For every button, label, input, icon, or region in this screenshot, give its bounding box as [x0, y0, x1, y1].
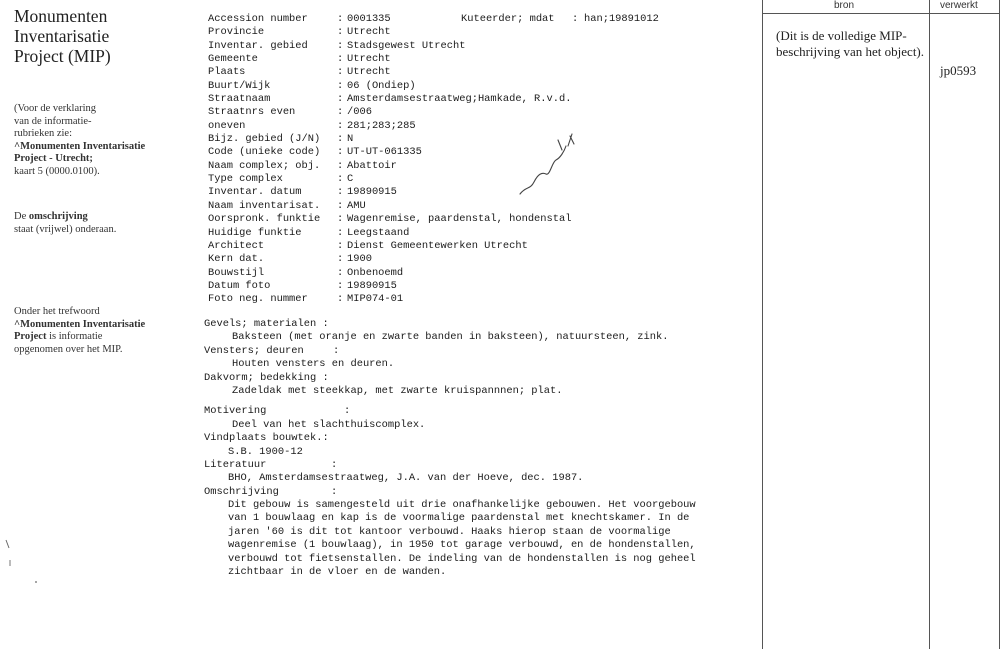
- field-label: Bijz. gebied (J/N): [208, 133, 321, 146]
- field-row: [208, 80, 753, 93]
- field-colon: :: [337, 159, 344, 172]
- note-line: staat (vrijwel) onderaan.: [14, 223, 117, 235]
- field-row: [208, 106, 753, 119]
- field-colon: :: [337, 106, 344, 119]
- field-value: Leegstaand: [347, 226, 410, 239]
- field-value: AMU: [347, 199, 366, 212]
- section-heading: Dakvorm; bedekking :: [204, 371, 329, 384]
- field-row: [208, 267, 753, 280]
- field-value: Amsterdamsestraatweg;Hamkade, R.v.d.: [347, 93, 572, 106]
- field-value: C: [347, 173, 354, 186]
- field-row: [208, 253, 753, 266]
- section-heading-text: Literatuur: [204, 458, 267, 471]
- field-row: [208, 53, 753, 66]
- field-colon: :: [337, 39, 344, 52]
- field-value: N: [347, 133, 354, 146]
- field-colon: :: [337, 253, 344, 266]
- field-label: Accession number: [208, 13, 308, 25]
- section-text: S.B. 1900-12: [228, 445, 303, 458]
- field-row: [208, 146, 753, 159]
- field-value: 06 (Ondiep): [347, 79, 416, 92]
- note-bold: Project: [14, 331, 47, 342]
- field-value: Dienst Gemeentewerken Utrecht: [347, 239, 528, 252]
- table-divider: [929, 0, 930, 649]
- description-line: verbouwd tot fietsenstallen. De indeling van de hondenstallen is nog geheel: [228, 552, 696, 565]
- field-colon: :: [572, 13, 579, 25]
- field-label: Code (unieke code): [208, 146, 321, 159]
- field-label: Foto neg. nummer: [208, 293, 308, 306]
- field-row: [208, 66, 753, 79]
- field-row: [208, 186, 753, 199]
- section-heading: [204, 486, 749, 499]
- note-text: De: [14, 211, 29, 222]
- field-colon: :: [337, 119, 344, 132]
- field-label: oneven: [208, 119, 246, 132]
- field-label: Gemeente: [208, 53, 258, 66]
- heading-colon: :: [331, 485, 338, 498]
- field-label: Plaats: [208, 66, 246, 79]
- field-label: Straatnaam: [208, 93, 271, 106]
- field-value: Wagenremise, paardenstal, hondenstal: [347, 213, 572, 226]
- section-text: Deel van het slachthuiscomplex.: [232, 418, 426, 431]
- scan-marks: [0, 520, 40, 600]
- note-line: opgenomen over het MIP.: [14, 343, 123, 355]
- field-value: MIP074-01: [347, 293, 404, 306]
- field-value: Utrecht: [347, 66, 391, 79]
- table-divider: [762, 0, 763, 649]
- field-colon: :: [337, 26, 344, 39]
- field-value: Abattoir: [347, 159, 397, 172]
- description-line: wagenremise (1 bouwlaag), in 1950 tot garage verbouwd, en de hondenstallen,: [228, 539, 696, 552]
- section-text: BHO, Amsterdamsestraatweg, J.A. van der Hoeve, dec. 1987.: [228, 472, 584, 485]
- field-value: 19890915: [347, 186, 397, 199]
- field-row: [208, 280, 753, 293]
- field-label: Huidige funktie: [208, 226, 302, 239]
- field-label: Kern dat.: [208, 253, 265, 266]
- handwritten-annotation: [512, 132, 582, 202]
- field-label: Provincie: [208, 26, 265, 39]
- field-label: Inventar. gebied: [208, 39, 308, 52]
- title-line: Inventarisatie: [14, 26, 110, 46]
- note-bold-line: ^Monumenten Inventarisatie: [14, 318, 146, 330]
- field-colon: :: [337, 279, 344, 292]
- keyword-note: [14, 306, 194, 356]
- field-row: [208, 160, 753, 173]
- field-value: Stadsgewest Utrecht: [347, 39, 466, 52]
- field-colon: :: [337, 173, 344, 186]
- field-value: 19890915: [347, 279, 397, 292]
- kuteerder-value: han;19891012: [584, 13, 659, 25]
- field-row: [208, 227, 753, 240]
- field-value: /006: [347, 106, 372, 119]
- field-row: [208, 40, 753, 53]
- field-colon: :: [337, 239, 344, 252]
- field-row: [208, 120, 753, 133]
- note-text: is informatie: [46, 331, 103, 342]
- field-value: Utrecht: [347, 26, 391, 39]
- scan-mark: [6, 540, 9, 548]
- description-note: [14, 211, 194, 236]
- heading-colon: :: [333, 344, 340, 357]
- section-text: Baksteen (met oranje en zwarte banden in baksteen), natuursteen, zink.: [232, 331, 669, 344]
- field-colon: :: [337, 226, 344, 239]
- field-colon: :: [337, 133, 344, 146]
- title-line: Project (MIP): [14, 46, 111, 66]
- field-label: Straatnrs even: [208, 106, 296, 119]
- note-line: [14, 331, 194, 344]
- title-line: Monumenten: [14, 6, 108, 26]
- section-heading-text: Vensters; deuren: [204, 344, 304, 357]
- column-header-verwerkt: verwerkt: [940, 0, 978, 11]
- field-colon: :: [337, 53, 344, 66]
- note-bold-line: Project - Utrecht;: [14, 153, 93, 164]
- field-row: [208, 13, 753, 26]
- field-row: [208, 133, 753, 146]
- field-value: 0001335: [347, 13, 391, 25]
- field-colon: :: [337, 293, 344, 306]
- field-label: Naam inventarisat.: [208, 199, 321, 212]
- field-colon: :: [337, 93, 344, 106]
- section-heading-text: Omschrijving: [204, 485, 279, 498]
- field-colon: :: [337, 66, 344, 79]
- field-colon: :: [337, 266, 344, 279]
- section-heading: [204, 405, 749, 418]
- section-heading-text: Motivering: [204, 405, 267, 418]
- field-colon: :: [337, 186, 344, 199]
- field-value: 281;283;285: [347, 119, 416, 132]
- field-row: [208, 240, 753, 253]
- field-label: Naam complex; obj.: [208, 159, 321, 172]
- note-bold-line: ^Monumenten Inventarisatie: [14, 140, 146, 152]
- description-line: zichtbaar in de vloer en de wanden.: [228, 566, 447, 579]
- field-row: [208, 93, 753, 106]
- page-title: [14, 6, 184, 66]
- field-value: UT-UT-061335: [347, 146, 422, 159]
- table-header-line: [762, 13, 1000, 14]
- description-line: van 1 bouwlaag en kap is de voormalige paardenstal met knechtskamer. In de: [228, 512, 690, 525]
- section-text: Houten vensters en deuren.: [232, 358, 395, 371]
- handwriting-stroke: [520, 134, 574, 194]
- field-row: [208, 26, 753, 39]
- source-note: (Dit is de volledige MIP-beschrijving van het object).: [776, 28, 925, 59]
- field-colon: :: [337, 213, 344, 226]
- section-heading: [204, 459, 749, 472]
- field-row: [208, 293, 753, 306]
- note-line: [14, 211, 194, 224]
- field-row: [208, 213, 753, 226]
- note-line: kaart 5 (0000.0100).: [14, 165, 100, 177]
- field-row: [208, 200, 753, 213]
- section-text: Zadeldak met steekkap, met zwarte kruispannnen; plat.: [232, 384, 563, 397]
- description-line: jaren '60 is dit tot kantoor verbouwd. Haaks hierop staan de voormalige: [228, 525, 671, 538]
- field-label: Datum foto: [208, 279, 271, 292]
- section-heading: Gevels; materialen :: [204, 318, 329, 330]
- field-label: Bouwstijl: [208, 266, 265, 279]
- note-line: Onder het trefwoord: [14, 306, 100, 317]
- field-value: Utrecht: [347, 53, 391, 66]
- field-row: [208, 173, 753, 186]
- processed-code: jp0593: [940, 63, 977, 78]
- field-colon: :: [337, 79, 344, 92]
- left-column: [14, 6, 184, 66]
- note-line: (Voor de verklaring: [14, 103, 97, 114]
- note-line: rubrieken zie:: [14, 128, 73, 139]
- heading-colon: :: [331, 458, 338, 471]
- field-label: Oorspronk. funktie: [208, 213, 321, 226]
- explanation-note: [14, 103, 194, 178]
- source-table: [762, 0, 1000, 649]
- column-header-bron: bron: [834, 0, 855, 11]
- field-colon: :: [337, 146, 344, 159]
- heading-colon: :: [344, 405, 351, 418]
- section-heading: [204, 345, 749, 358]
- field-label: Buurt/Wijk: [208, 79, 271, 92]
- field-label: Type complex: [208, 173, 283, 186]
- field-label: Inventar. datum: [208, 186, 302, 199]
- field-label: Architect: [208, 239, 265, 252]
- section-heading: Vindplaats bouwtek.:: [204, 432, 329, 445]
- description-line: Dit gebouw is samengesteld uit drie onafhankelijke gebouwen. Het voorgebouw: [228, 499, 696, 512]
- scan-mark: [35, 581, 37, 583]
- note-bold: omschrijving: [28, 211, 88, 222]
- field-colon: :: [337, 13, 344, 25]
- field-colon: :: [337, 199, 344, 212]
- record-fields: [208, 13, 753, 307]
- field-value: Onbenoemd: [347, 266, 404, 279]
- description-sections: [204, 318, 749, 579]
- kuteerder-label: Kuteerder; mdat: [461, 13, 555, 25]
- field-value: 1900: [347, 253, 372, 266]
- note-line: van de informatie-: [14, 115, 92, 127]
